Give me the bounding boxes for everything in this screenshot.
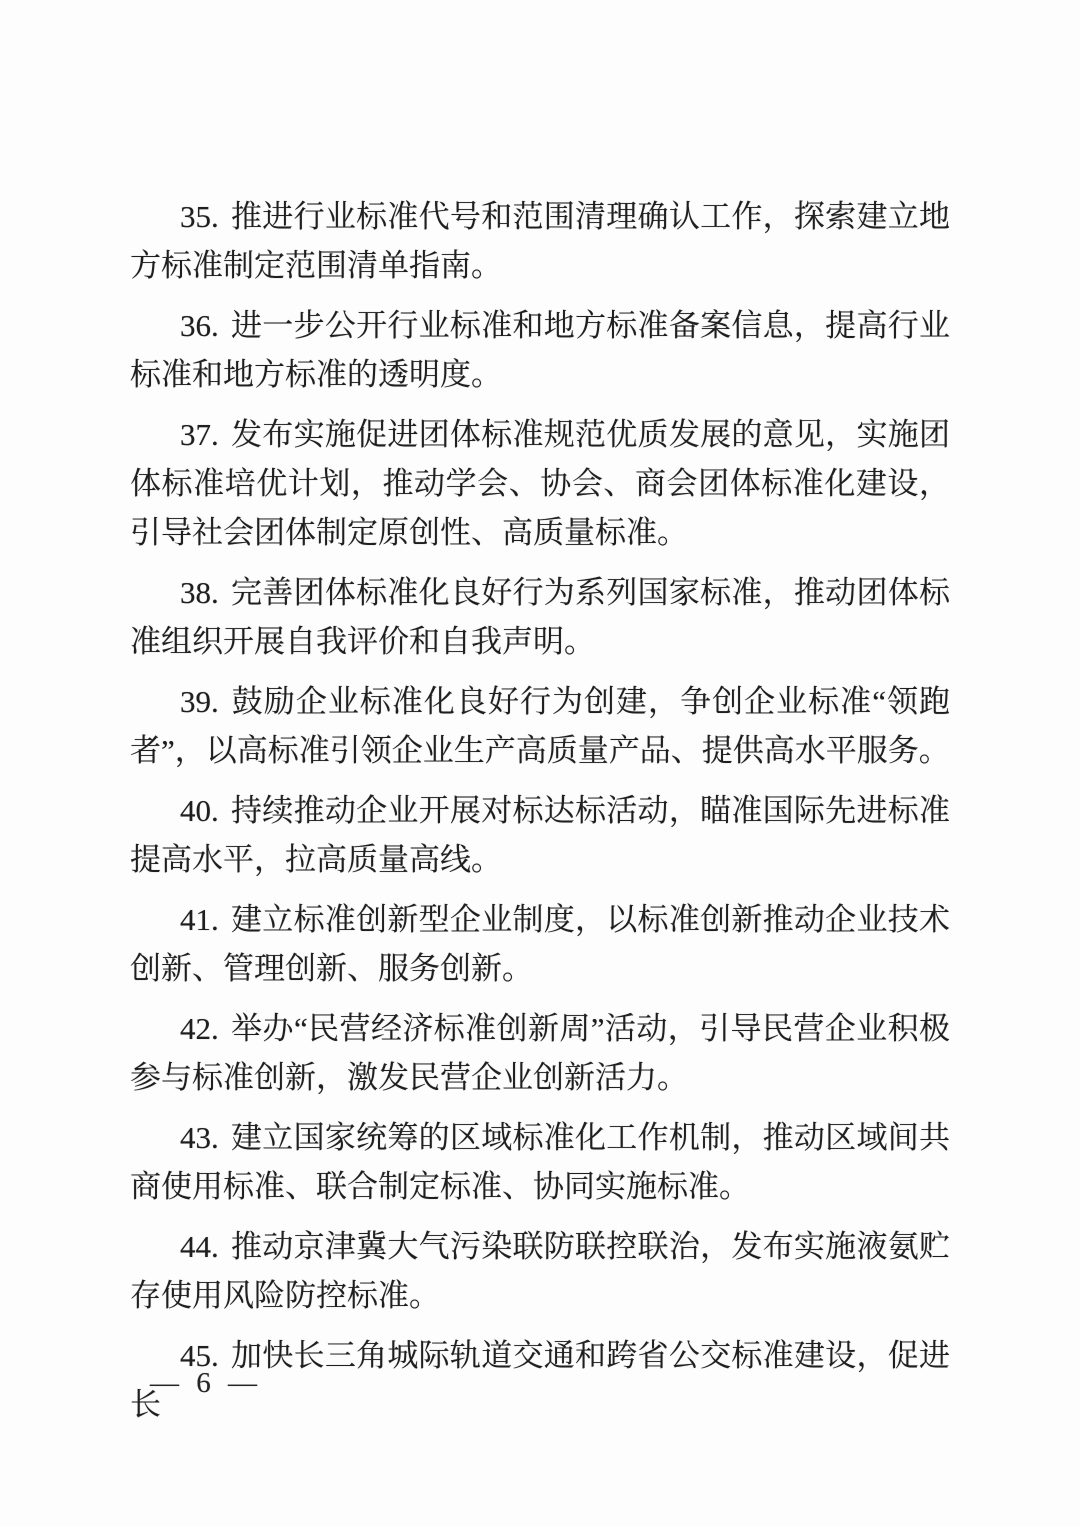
item-text: 鼓励企业标准化良好行为创建，争创企业标准“领跑者”，以高标准引领企业生产高质量产品、提供高水平服务。 xyxy=(130,684,950,768)
item-text: 建立标准创新型企业制度，以标准创新推动企业技术创新、管理创新、服务创新。 xyxy=(130,902,950,986)
item-number: 44. xyxy=(180,1229,219,1264)
document-body xyxy=(130,192,950,1440)
list-item xyxy=(130,1113,950,1211)
page-number: — 6 — xyxy=(150,1367,262,1399)
list-item xyxy=(130,1004,950,1102)
item-number: 42. xyxy=(180,1011,219,1046)
item-text: 建立国家统筹的区域标准化工作机制，推动区域间共商使用标准、联合制定标准、协同实施标准。 xyxy=(130,1120,950,1204)
item-number: 43. xyxy=(180,1120,219,1155)
item-text: 完善团体标准化良好行为系列国家标准，推动团体标准组织开展自我评价和自我声明。 xyxy=(130,575,950,659)
item-text: 举办“民营经济标准创新周”活动，引导民营企业积极参与标准创新，激发民营企业创新活力。 xyxy=(130,1011,950,1095)
list-item xyxy=(130,895,950,993)
item-number: 38. xyxy=(180,575,219,610)
list-item xyxy=(130,410,950,557)
item-number: 40. xyxy=(180,793,219,828)
item-text: 推动京津冀大气污染联防联控联治，发布实施液氨贮存使用风险防控标准。 xyxy=(130,1229,950,1313)
list-item xyxy=(130,301,950,399)
list-item xyxy=(130,192,950,290)
item-number: 36. xyxy=(180,308,219,343)
item-number: 37. xyxy=(180,417,219,452)
item-text: 进一步公开行业标准和地方标准备案信息，提高行业标准和地方标准的透明度。 xyxy=(130,308,950,392)
item-number: 45. xyxy=(180,1338,219,1373)
item-text: 持续推动企业开展对标达标活动，瞄准国际先进标准提高水平，拉高质量高线。 xyxy=(130,793,950,877)
item-number: 41. xyxy=(180,902,219,937)
list-item xyxy=(130,677,950,775)
list-item xyxy=(130,568,950,666)
list-item xyxy=(130,1222,950,1320)
item-text: 推进行业标准代号和范围清理确认工作，探索建立地方标准制定范围清单指南。 xyxy=(130,199,950,283)
item-text: 加快长三角城际轨道交通和跨省公交标准建设，促进长 xyxy=(130,1338,950,1422)
item-number: 39. xyxy=(180,684,219,719)
list-item xyxy=(130,786,950,884)
item-number: 35. xyxy=(180,199,219,234)
item-text: 发布实施促进团体标准规范优质发展的意见，实施团体标准培优计划，推动学会、协会、商会团体标准化建设，引导社会团体制定原创性、高质量标准。 xyxy=(130,417,950,550)
